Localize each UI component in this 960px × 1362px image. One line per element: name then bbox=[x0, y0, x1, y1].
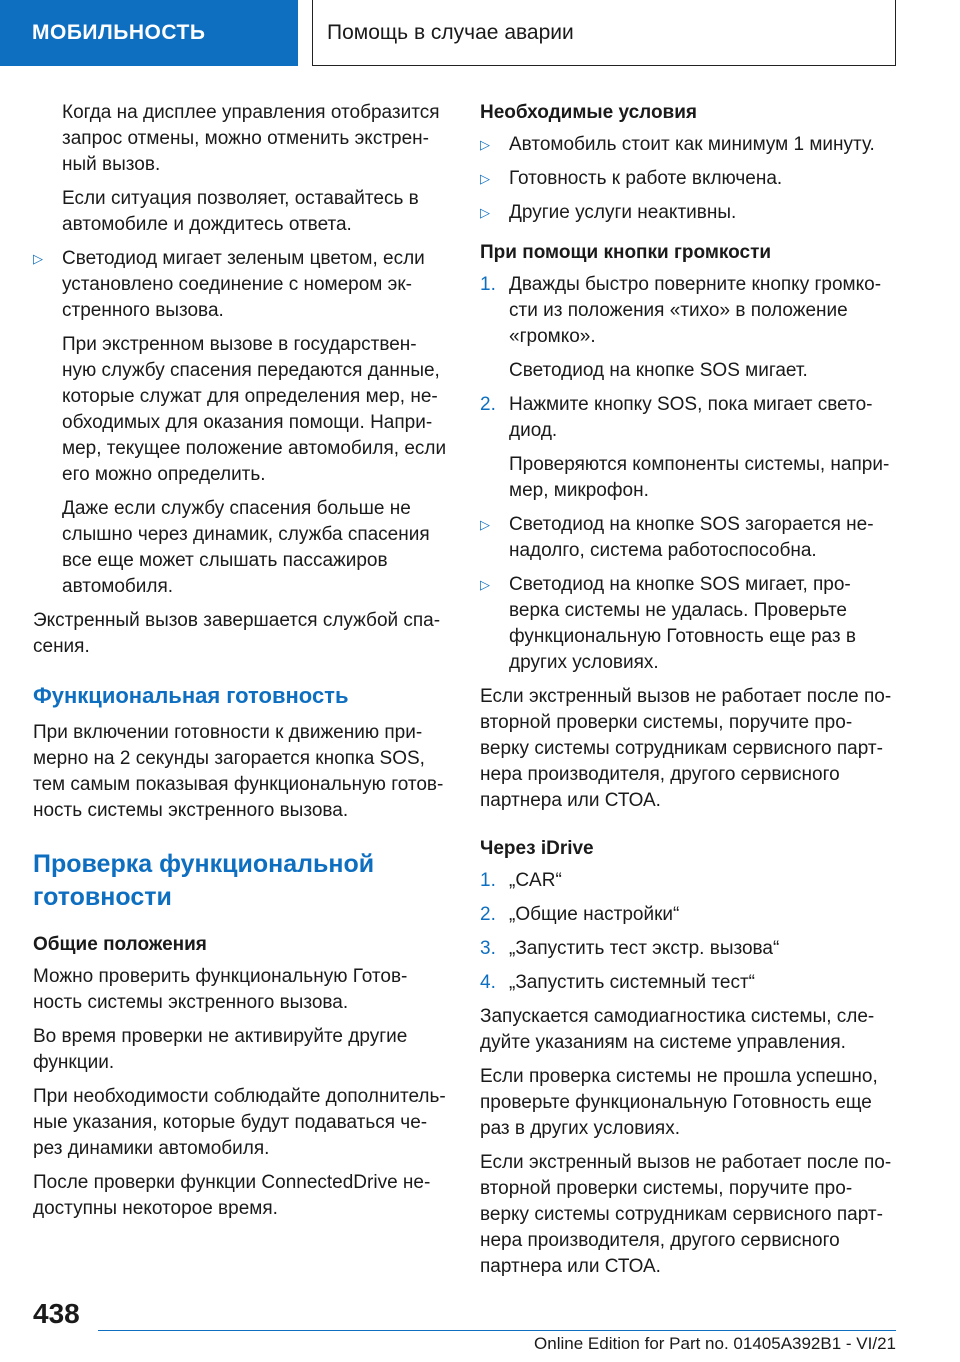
bullet-item bbox=[480, 512, 898, 564]
heading-conditions: Необходимые условия bbox=[480, 102, 698, 123]
page-number: 438 bbox=[33, 1298, 80, 1329]
triangle-right-icon: ▷ bbox=[480, 171, 490, 186]
bullet-text: Светодиод мигает зеленым цветом, если установлено соединение с номером эк- стренного вызова. bbox=[62, 248, 425, 321]
triangle-right-icon: ▷ bbox=[480, 577, 490, 592]
paragraph: При включении готовности к движению при- мерно на 2 секунды загорается кнопка SOS, тем самым показывая функциональную готов- ность системы экстренного вызова. bbox=[33, 722, 444, 821]
bullet-item bbox=[480, 166, 898, 192]
step-item bbox=[480, 868, 898, 894]
bullet-text: Готовность к работе включена. bbox=[509, 168, 783, 189]
bullet-item bbox=[33, 246, 451, 324]
triangle-right-icon: ▷ bbox=[33, 251, 43, 266]
step-text: „Общие настройки“ bbox=[509, 904, 680, 925]
bullet-text: Автомобиль стоит как минимум 1 минуту. bbox=[509, 134, 875, 155]
paragraph: Во время проверки не активируйте другие функции. bbox=[33, 1026, 408, 1073]
step-text: Дважды быстро поверните кнопку громко- сти из положения «тихо» в положение «громко». bbox=[509, 274, 882, 347]
paragraph: При необходимости соблюдайте дополнитель- ные указания, которые будут подаваться че- рез динамики автомобиля. bbox=[33, 1086, 446, 1159]
step-text: „CAR“ bbox=[509, 870, 562, 891]
step-number: 3. bbox=[480, 938, 496, 959]
paragraph: Запускается самодиагностика системы, сле- дуйте указаниям на системе управления. bbox=[480, 1006, 875, 1053]
paragraph: При экстренном вызове в государствен- ную службу спасения передаются данные, которые служат для определения мер, не- обходимых для оказания помощи. Напри- мер, текущее положение автомобиля, если его можно определить. bbox=[62, 334, 447, 485]
step-item bbox=[480, 936, 898, 962]
paragraph: Если экстренный вызов не работает после по- вторной проверки системы, поручите про- верку системы сотрудникам сервисного парт- нера производителя, другого сервисного партнера или СТОА. bbox=[480, 686, 892, 811]
heading-general: Общие положения bbox=[33, 934, 207, 955]
right-column bbox=[480, 100, 898, 1288]
bullet-item bbox=[480, 132, 898, 158]
step-number: 2. bbox=[480, 904, 496, 925]
triangle-right-icon: ▷ bbox=[480, 517, 490, 532]
bullet-item bbox=[480, 572, 898, 676]
heading-readiness: Функциональная готовность bbox=[33, 683, 349, 708]
header-section-title: МОБИЛЬНОСТЬ bbox=[0, 0, 298, 66]
step-text: „Запустить тест экстр. вызова“ bbox=[509, 938, 780, 959]
step-item bbox=[480, 272, 898, 350]
paragraph: Проверяются компоненты системы, напри- мер, микрофон. bbox=[509, 454, 890, 501]
step-number: 1. bbox=[480, 274, 496, 295]
step-text: „Запустить системный тест“ bbox=[509, 972, 755, 993]
paragraph: Даже если службу спасения больше не слышно через динамик, служба спасения все еще может слышать пассажиров автомобиля. bbox=[62, 498, 430, 597]
paragraph: После проверки функции ConnectedDrive не- доступны некоторое время. bbox=[33, 1172, 431, 1219]
heading-volume-button: При помощи кнопки громкости bbox=[480, 242, 772, 263]
step-item bbox=[480, 902, 898, 928]
triangle-right-icon: ▷ bbox=[480, 205, 490, 220]
paragraph: Экстренный вызов завершается службой спа- сения. bbox=[33, 610, 441, 657]
paragraph: Если экстренный вызов не работает после по- вторной проверки системы, поручите про- верку системы сотрудникам сервисного парт- нера производителя, другого сервисного партнера или СТОА. bbox=[480, 1152, 892, 1277]
step-text: Нажмите кнопку SOS, пока мигает свето- диод. bbox=[509, 394, 873, 441]
footer-divider bbox=[98, 1330, 896, 1331]
bullet-text: Светодиод на кнопке SOS мигает, про- верка системы не удалась. Проверьте функциональную Готовность еще раз в других условиях. bbox=[509, 574, 856, 673]
heading-check-readiness: Проверка функциональной готовности bbox=[33, 850, 375, 911]
header-chapter-title: Помощь в случае аварии bbox=[312, 0, 896, 66]
step-item bbox=[480, 392, 898, 444]
triangle-right-icon: ▷ bbox=[480, 137, 490, 152]
paragraph: Если ситуация позволяет, оставайтесь в автомобиле и дождитесь ответа. bbox=[62, 188, 419, 235]
bullet-text: Другие услуги неактивны. bbox=[509, 202, 737, 223]
step-number: 4. bbox=[480, 972, 496, 993]
paragraph: Когда на дисплее управления отобразится запрос отмены, можно отменить экстрен- ный вызов. bbox=[62, 102, 440, 175]
paragraph: Светодиод на кнопке SOS мигает. bbox=[509, 360, 808, 381]
paragraph: Можно проверить функциональную Готов- ность системы экстренного вызова. bbox=[33, 966, 408, 1013]
bullet-text: Светодиод на кнопке SOS загорается не- надолго, система работоспособна. bbox=[509, 514, 874, 561]
bullet-item bbox=[480, 200, 898, 226]
heading-idrive: Через iDrive bbox=[480, 838, 594, 859]
footer-edition: Online Edition for Part no. 01405A392B1 - VI/21 bbox=[534, 1334, 896, 1353]
paragraph: Если проверка системы не прошла успешно, проверьте функциональную Готовность еще раз в других условиях. bbox=[480, 1066, 878, 1139]
step-number: 1. bbox=[480, 870, 496, 891]
step-item bbox=[480, 970, 898, 996]
left-column bbox=[33, 100, 451, 1230]
step-number: 2. bbox=[480, 394, 496, 415]
